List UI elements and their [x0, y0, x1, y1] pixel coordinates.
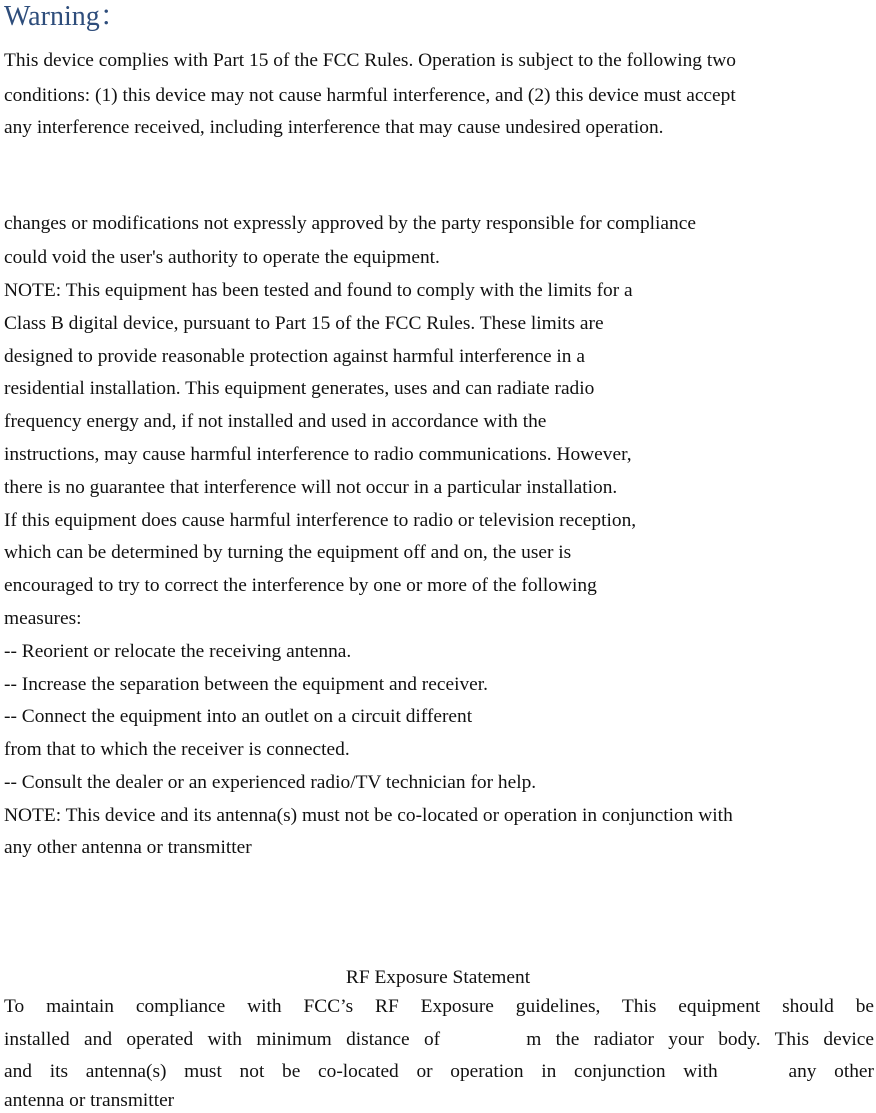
body-line: measures:: [4, 608, 82, 629]
body-line: there is no guarantee that interference will not occur in a particular installation.: [4, 477, 618, 498]
note-line: NOTE: This equipment has been tested and found to comply with the limits for a: [4, 280, 633, 301]
rf-exposure-title: RF Exposure Statement: [345, 967, 531, 988]
note-line: NOTE: This device and its antenna(s) must not be co-located or operation in conjunction with: [4, 805, 733, 826]
body-line: frequency energy and, if not installed and used in accordance with the: [4, 411, 547, 432]
body-line: Class B digital device, pursuant to Part 15 of the FCC Rules. These limits are: [4, 313, 604, 334]
body-line: If this equipment does cause harmful interference to radio or television reception,: [4, 510, 637, 531]
body-line: instructions, may cause harmful interference to radio communications. However,: [4, 444, 632, 465]
body-line: encouraged to try to correct the interference by one or more of the following: [4, 575, 597, 596]
warning-heading: Warning：: [4, 1, 128, 32]
body-line: could void the user's authority to operate the equipment.: [4, 247, 440, 268]
body-line: changes or modifications not expressly approved by the party responsible for compliance: [4, 213, 696, 234]
rf-exposure-line: and its antenna(s) must not be co-located or operation in conjunction with any other: [4, 1061, 874, 1082]
rf-exposure-paragraph: [4, 991, 874, 1113]
rf-exposure-line: installed and operated with minimum distance of m the radiator your body. This device: [4, 1028, 874, 1050]
rf-exposure-line: To maintain compliance with FCC’s RF Exposure guidelines, This equipment should be: [4, 996, 874, 1017]
body-line: residential installation. This equipment generates, uses and can radiate radio: [4, 378, 595, 399]
intro-line: any interference received, including interference that may cause undesired operation.: [4, 117, 664, 138]
body-line: any other antenna or transmitter: [4, 837, 252, 858]
measure-item: -- Reorient or relocate the receiving antenna.: [4, 641, 352, 662]
body-line: designed to provide reasonable protection against harmful interference in a: [4, 346, 585, 367]
body-line: which can be determined by turning the equipment off and on, the user is: [4, 542, 572, 563]
measure-item: -- Increase the separation between the equipment and receiver.: [4, 674, 488, 695]
measure-item-continued: from that to which the receiver is connected.: [4, 739, 350, 760]
intro-line: conditions: (1) this device may not cause harmful interference, and (2) this device must accept: [4, 85, 736, 106]
rf-exposure-line: antenna or transmitter: [4, 1089, 175, 1111]
measure-item: -- Connect the equipment into an outlet on a circuit different: [4, 706, 473, 727]
measure-item: -- Consult the dealer or an experienced radio/TV technician for help.: [4, 772, 537, 793]
intro-line: This device complies with Part 15 of the FCC Rules. Operation is subject to the following two: [4, 50, 736, 71]
